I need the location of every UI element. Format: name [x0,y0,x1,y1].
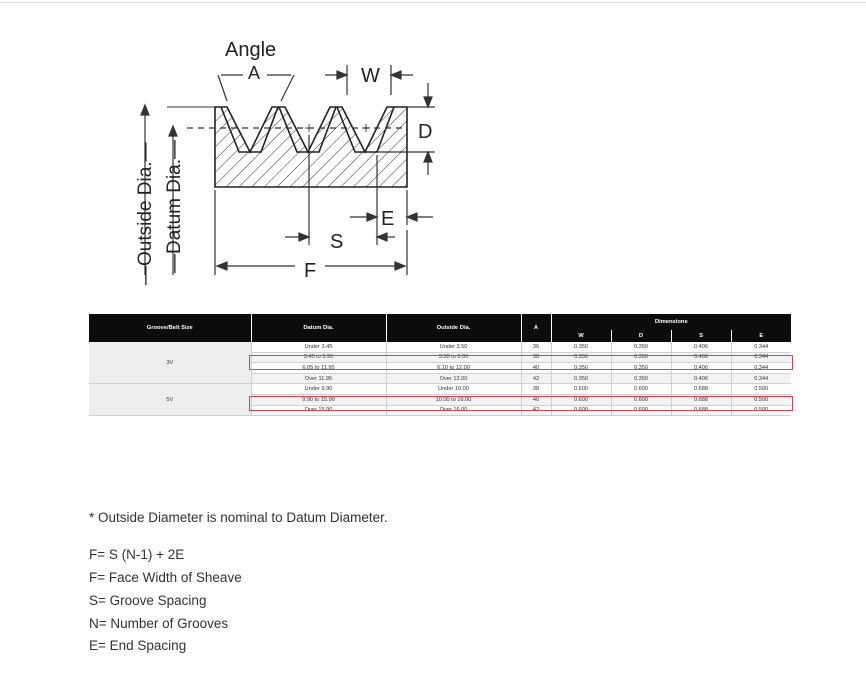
w-cell: 0.600 [551,384,611,395]
angle-cell: 40 [521,363,551,374]
e-cell: 0.500 [731,394,791,405]
header-a: A [521,314,551,342]
s-cell: 0.406 [671,342,731,352]
outside-cell: 6.10 to 12.00 [386,363,521,374]
w-cell: 0.350 [551,342,611,352]
group-size-3v: 3V [89,342,251,384]
datum-cell: Under 9.90 [251,384,386,395]
table-row [89,342,791,352]
header-groove-size: Groove/Belt Size [89,314,251,342]
datum-cell: Under 3.45 [251,342,386,352]
header-datum-dia: Datum Dia. [251,314,386,342]
s-cell: 0.406 [671,373,731,384]
d-cell: 0.350 [611,363,671,374]
header-s: S [671,330,731,342]
angle-cell: 38 [521,352,551,363]
e-definition: E= End Spacing [89,638,187,653]
table-row [89,384,791,395]
header-w: W [551,330,611,342]
s-cell: 0.406 [671,363,731,374]
outside-cell: Under 3.50 [386,342,521,352]
angle-cell: 42 [521,405,551,416]
e-cell: 0.344 [731,373,791,384]
w-label: W [361,65,380,87]
d-cell: 0.600 [611,384,671,395]
outside-cell: Over 16.00 [386,405,521,416]
face-width-formula: F= S (N-1) + 2E [89,547,185,562]
header-e: E [731,330,791,342]
s-cell: 0.406 [671,352,731,363]
f-definition: F= Face Width of Sheave [89,570,242,585]
w-cell: 0.600 [551,394,611,405]
angle-cell: 36 [521,342,551,352]
a-label: A [248,63,261,83]
s-label: S [330,231,344,253]
outside-cell: 3.50 to 6.00 [386,352,521,363]
angle-label: Angle [225,39,277,61]
outside-cell: Over 12.00 [386,373,521,384]
d-cell: 0.350 [611,352,671,363]
s-definition: S= Groove Spacing [89,593,207,608]
header-outside-dia: Outside Dia. [386,314,521,342]
e-cell: 0.344 [731,342,791,352]
w-cell: 0.350 [551,363,611,374]
datum-cell: Over 11.95 [251,373,386,384]
outside-dia-label: —Outside Dia.— [135,142,156,285]
datum-cell: 9.90 to 15.90 [251,394,386,405]
datum-cell: 6.05 to 11.95 [251,363,386,374]
sheave-groove-diagram [85,35,477,285]
e-cell: 0.500 [731,384,791,395]
top-divider [0,2,866,3]
f-label: F [304,260,317,282]
datum-cell: 3.45 to 5.95 [251,352,386,363]
n-definition: N= Number of Grooves [89,616,229,631]
outside-cell: 10.00 to 16.00 [386,394,521,405]
angle-cell: 38 [521,384,551,395]
outside-cell: Under 10.00 [386,384,521,395]
diagram-svg [85,35,477,285]
e-cell: 0.344 [731,363,791,374]
d-label: D [418,121,433,143]
s-cell: 0.688 [671,384,731,395]
outside-diameter-note: * Outside Diameter is nominal to Datum Diameter. [89,510,388,525]
e-cell: 0.344 [731,352,791,363]
header-dimensions: Dimensions [551,314,791,330]
w-cell: 0.600 [551,405,611,416]
header-d: D [611,330,671,342]
e-label: E [381,208,395,230]
d-cell: 0.600 [611,394,671,405]
d-cell: 0.350 [611,373,671,384]
groove-dimensions-table [89,314,791,416]
w-cell: 0.350 [551,373,611,384]
angle-cell: 42 [521,373,551,384]
datum-dia-label: —Datum Dia.— [164,139,185,273]
e-cell: 0.500 [731,405,791,416]
datum-cell: Over 15.90 [251,405,386,416]
s-cell: 0.688 [671,405,731,416]
angle-cell: 40 [521,394,551,405]
w-cell: 0.350 [551,352,611,363]
d-cell: 0.600 [611,405,671,416]
d-cell: 0.350 [611,342,671,352]
s-cell: 0.688 [671,394,731,405]
group-size-5v: 5V [89,384,251,416]
